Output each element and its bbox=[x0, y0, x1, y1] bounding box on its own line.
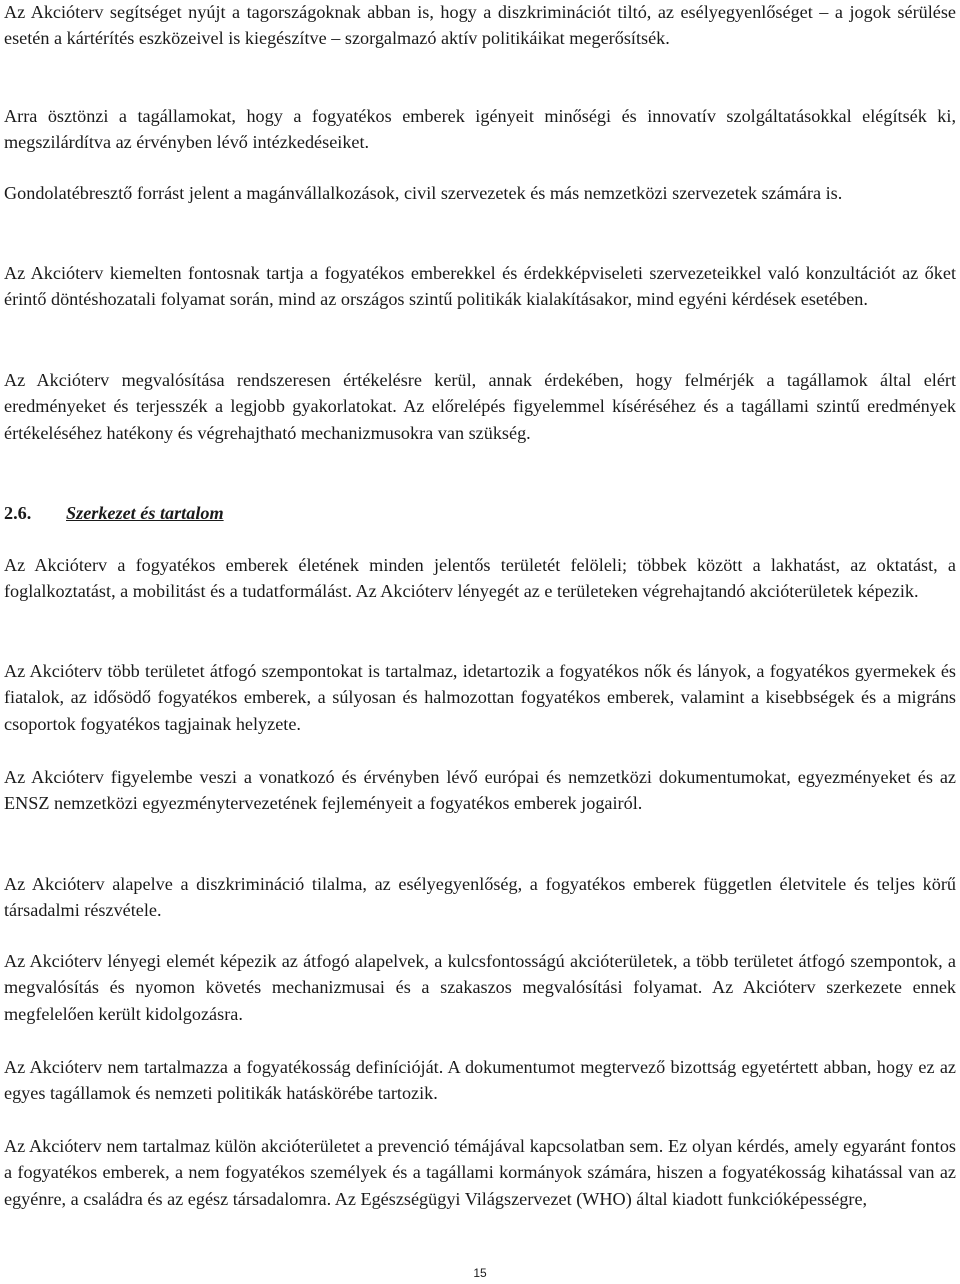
paragraph-encourage-member-states: Arra ösztönzi a tagállamokat, hogy a fogyatékos emberek igényeit minőségi és innovatív szolgáltatásokkal elégítsék ki, megszilárdítva az érvényben lévő intézkedéseiket. bbox=[4, 106, 956, 153]
paragraph-key-elements: Az Akcióterv lényegi elemét képezik az átfogó alapelvek, a kulcsfontosságú akcióterületek, a több területet átfogó szempontok, a megvalósítás és nyomon követés mechanizmusai és a szakaszos megvalósítási folyamat. Az Akcióterv szerkezete ennek megfelelően került kidolgozásra. bbox=[4, 951, 956, 1024]
section-title: Szerkezet és tartalom bbox=[66, 503, 224, 523]
section-number: 2.6. bbox=[4, 503, 32, 523]
paragraph-prevention: Az Akcióterv nem tartalmaz külön akcióterületet a prevenció témájával kapcsolatban sem. Ez olyan kérdés, amely egyaránt fontos a fogyatékos emberek, a nem fogyatékos személyek és a tagállami kormányok számára, hiszen a fogyatékosság kihatással van az egyénre, a családra és az egész társadalomra. Az Egészségügyi Világszervezet (WHO) által kiadott funkcióképességre, bbox=[4, 1136, 956, 1209]
paragraph-principles: Az Akcióterv alapelve a diszkrimináció tilalma, az esélyegyenlőség, a fogyatékos emberek független életvitele és teljes körű társadalmi részvétele. bbox=[4, 874, 956, 921]
paragraph-international-documents: Az Akcióterv figyelembe veszi a vonatkozó és érvényben lévő európai és nemzetközi dokumentumokat, egyezményeket és az ENSZ nemzetközi egyezménytervezetének fejleményeit a fogyatékos emberek jogairól. bbox=[4, 767, 956, 814]
section-heading bbox=[4, 500, 224, 526]
paragraph-action-plan-support: Az Akcióterv segítséget nyújt a tagországoknak abban is, hogy a diszkriminációt tiltó, az esélyegyenlőséget – a jogok sérülése esetén a kártérítés eszközeivel is kiegészítve – szorgalmazó aktív politikáikat megerősítsék. bbox=[4, 2, 956, 49]
paragraph-definition: Az Akcióterv nem tartalmazza a fogyatékosság definícióját. A dokumentumot megtervező bizottság egyetértett abban, hogy ez az egyes tagállamok és nemzeti politikák hatáskörébe tartozik. bbox=[4, 1057, 956, 1104]
paragraph-life-areas: Az Akcióterv a fogyatékos emberek életének minden jelentős területét felöleli; többek között a lakhatást, az oktatást, a foglalkoztatást, a mobilitást és a tudatformálást. Az Akcióterv lényegét az e területeken végrehajtandó akcióterületek képezik. bbox=[4, 555, 956, 602]
paragraph-consultation: Az Akcióterv kiemelten fontosnak tartja a fogyatékos emberekkel és érdekképviseleti szervezeteikkel való konzultációt az őket érintő döntéshozatali folyamat során, mind az országos szintű politikák kialakításakor, mind egyéni kérdések esetében. bbox=[4, 263, 956, 310]
paragraph-evaluation: Az Akcióterv megvalósítása rendszeresen értékelésre kerül, annak érdekében, hogy felmérjék a tagállamok által elért eredményeket és terjesszék a legjobb gyakorlatokat. Az előrelépés figyelemmel kíséréséhez és a tagállami szintű eredmények értékeléséhez hatékony és végrehajtható mechanizmusokra van szükség. bbox=[4, 370, 956, 443]
paragraph-cross-cutting: Az Akcióterv több területet átfogó szempontokat is tartalmaz, idetartozik a fogyatékos nők és lányok, a fogyatékos gyermekek és fiatalok, az idősödő fogyatékos emberek, a súlyosan és halmozottan fogyatékos emberek, valamint a kisebbségek és a migráns csoportok fogyatékos tagjainak helyzete. bbox=[4, 661, 956, 734]
page-number: 15 bbox=[473, 1266, 487, 1280]
paragraph-inspiring-source: Gondolatébresztő forrást jelent a magánvállalkozások, civil szervezetek és más nemzetközi szervezetek számára is. bbox=[4, 183, 843, 203]
